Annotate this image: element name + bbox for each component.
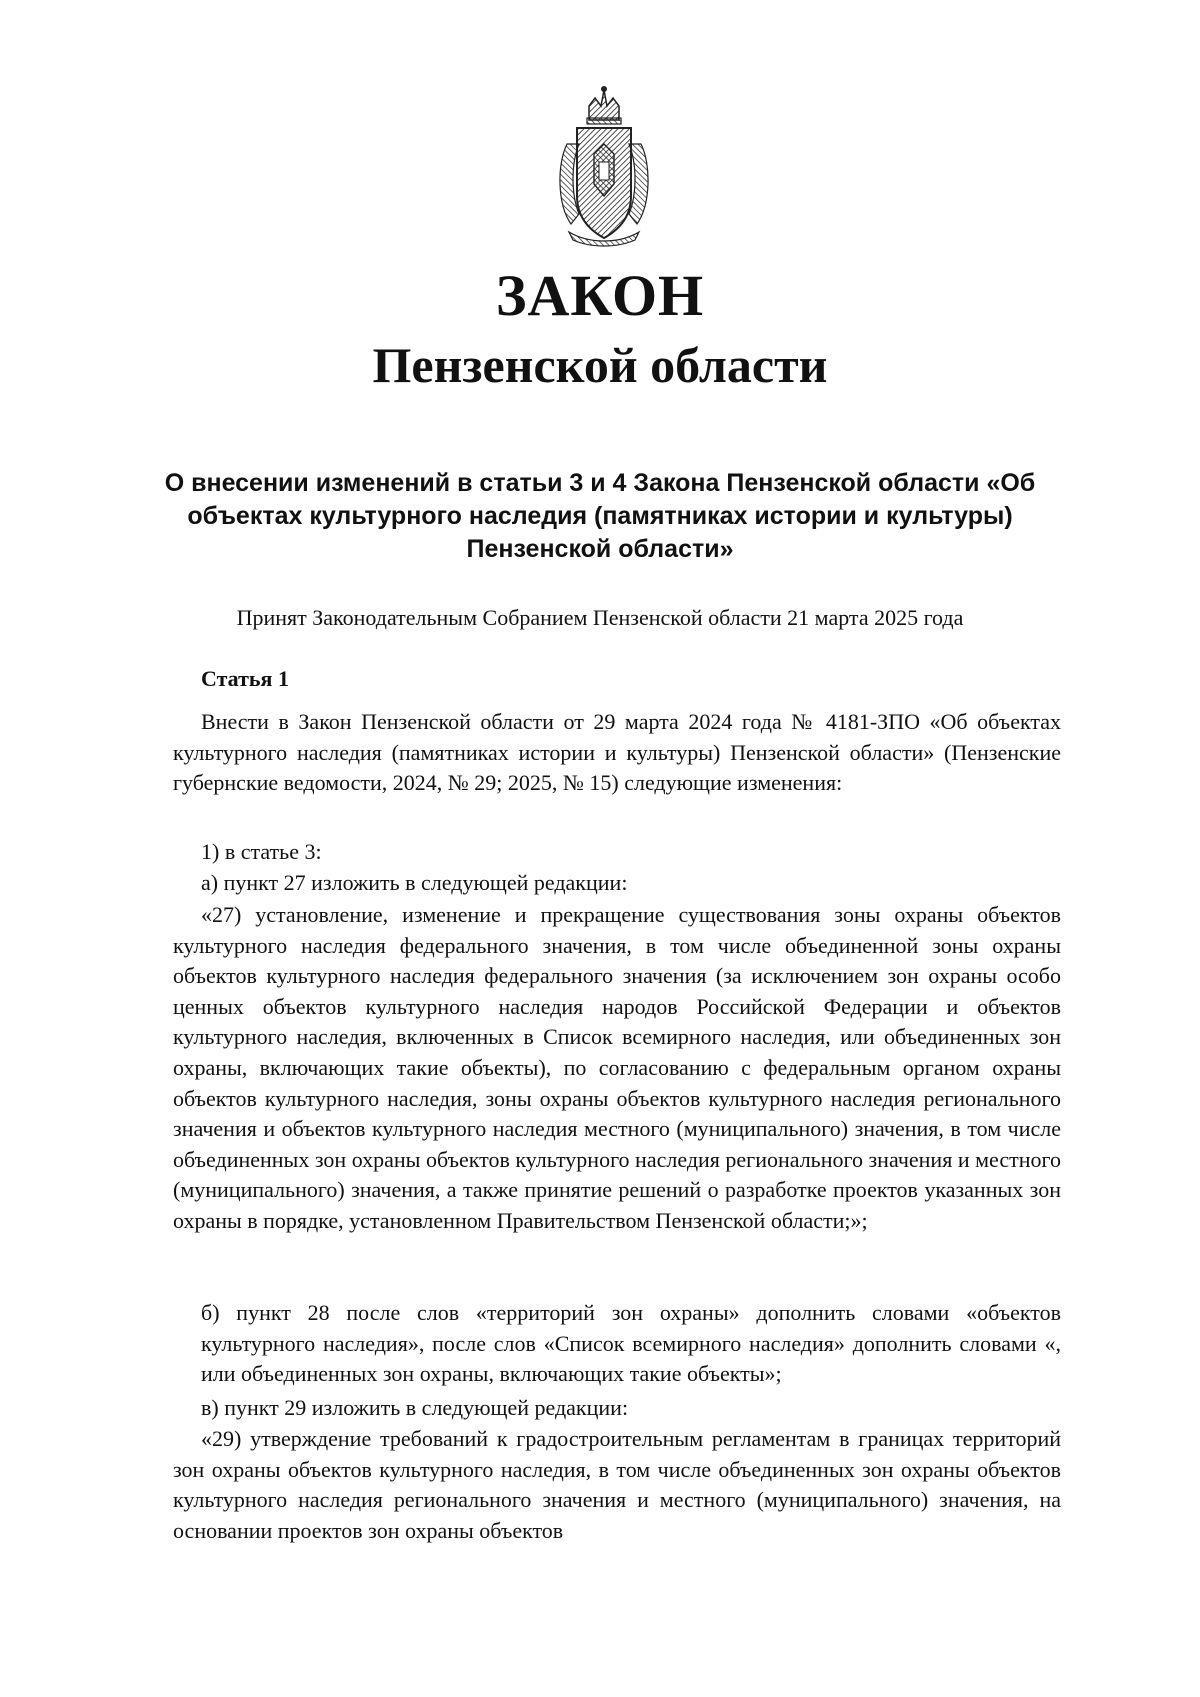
document-title: ЗАКОН <box>495 263 705 328</box>
article-intro-paragraph: Внести в Закон Пензенской области от 29 марта 2024 года № 4181-ЗПО «Об объектах культурного наследия (памятниках истории и культуры) Пензенской области» (Пензенские губернские ведомости, 2024, № 29; 2025, № 15) следующие изменения: <box>173 709 1061 796</box>
law-name-heading: О внесении изменений в статьи 3 и 4 Закона Пензенской области «Об объектах культурного наследия (памятниках истории и культуры) Пензенской области» <box>164 469 1036 563</box>
list-item-v: в) пункт 29 изложить в следующей редакции: <box>201 1395 629 1420</box>
adoption-note: Принят Законодательным Собранием Пензенской области 21 марта 2025 года <box>236 605 964 630</box>
article-heading: Статья 1 <box>201 666 289 691</box>
point-27-paragraph: «27) установление, изменение и прекращение существования зоны охраны объектов культурного наследия федерального значения, в том числе объединенной зоны охраны объектов культурного наследия федерального значения (за исключением зон охраны особо ценных объектов культурного наследия народов Российской Федерации и объектов культурного наследия, включенных в Список всемирного наследия, или объединенных зон охраны, включающих такие объекты), по согласованию с федеральным органом охраны объектов культурного наследия, зоны охраны объектов культурного наследия регионального значения и объектов культурного наследия местного (муниципального) значения, в том числе объединенных зон охраны объектов культурного наследия регионального значения и местного (муниципального) значения, а также принятие решений о разработке проектов указанных зон охраны в порядке, установленном Правительством Пензенской области;»; <box>173 902 1061 1233</box>
coat-of-arms-icon <box>549 84 659 247</box>
list-item-b: б) пункт 28 после слов «территорий зон охраны» дополнить словами «объектов культурного наследия», после слов «Список всемирного наследия» дополнить словами «, или объединенных зон охраны, включающих такие объекты»; <box>201 1300 1061 1387</box>
list-item-a: а) пункт 27 изложить в следующей редакции: <box>201 870 628 895</box>
document-region: Пензенской области <box>372 337 828 393</box>
list-item-1: 1) в статье 3: <box>201 839 322 864</box>
point-29-paragraph: «29) утверждение требований к градостроительным регламентам в границах территорий зон охраны объектов культурного наследия, в том числе объединенных зон охраны объектов культурного наследия регионального значения и местного (муниципального) значения, на основании проектов зон охраны объектов <box>173 1426 1061 1543</box>
